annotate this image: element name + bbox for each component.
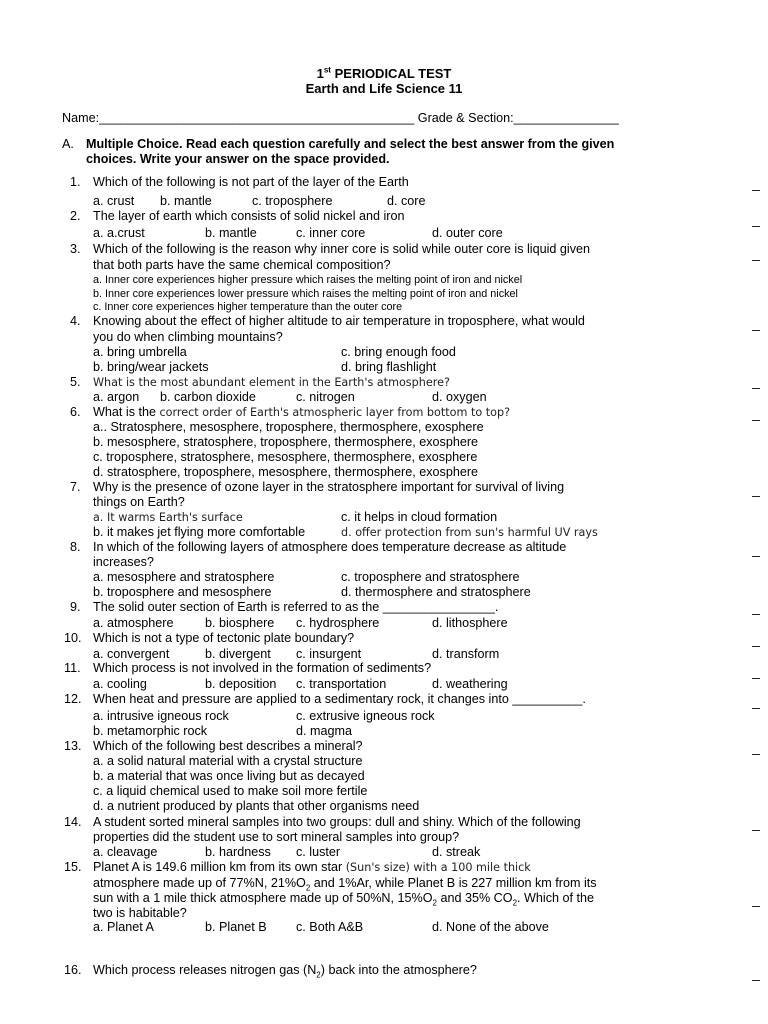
choice: a. cooling — [93, 677, 147, 691]
choice: c. Both A&B — [296, 920, 364, 934]
question-text: Planet A is 149.6 million km from its own star (Sun's size) with a 100 mile thick — [93, 860, 531, 874]
choice: d. core — [387, 194, 426, 208]
choice: a. Inner core experiences higher pressure which raises the melting point of iron and nickel — [93, 274, 523, 286]
question-text-cont: sun with a 1 mile thick atmosphere made up of 50%N, $15\%O_2$ and 35% $CO_2$. Which of the — [93, 891, 595, 908]
choice: d. stratosphere, troposphere, mesosphere, thermosphere, exosphere — [93, 465, 479, 479]
choice: d. transform — [432, 647, 500, 661]
question-text: Which of the following best describes a mineral? — [93, 739, 363, 753]
question-number: 11. — [64, 661, 81, 675]
choice: c. a liquid chemical used to make soil more fertile — [93, 784, 368, 798]
choice: c. insurgent — [296, 647, 362, 661]
answer-blank — [752, 260, 760, 261]
question-number: 7. — [70, 480, 81, 494]
choice: a. a solid natural material with a crystal structure — [93, 754, 363, 768]
question-number: 3. — [70, 242, 81, 256]
choice: b. deposition — [205, 677, 277, 691]
choice: b. divergent — [205, 647, 271, 661]
question-text: The solid outer section of Earth is referred to as the ________________. — [93, 600, 499, 614]
question-text-cont: increases? — [93, 555, 154, 569]
choice: a. a.crust — [93, 226, 145, 240]
question-text: Which of the following is not part of the layer of the Earth — [93, 175, 409, 189]
choice: a. argon — [93, 390, 140, 404]
choice: a. intrusive igneous rock — [93, 709, 229, 723]
question-number: 6. — [70, 405, 81, 419]
answer-blank — [752, 496, 760, 497]
choice: c. nitrogen — [296, 390, 355, 404]
choice: b. bring/wear jackets — [93, 360, 209, 374]
answer-blank — [752, 330, 760, 331]
question-text-cont: atmosphere made up of 77%N, $21\%O_2$ and 1%Ar, while Planet B is 227 million km from its — [93, 876, 597, 893]
choice: a. atmosphere — [93, 616, 174, 630]
choice: b. mantle — [160, 194, 212, 208]
answer-blank — [752, 754, 760, 755]
choice: c. luster — [296, 845, 341, 859]
choice: b. troposphere and mesosphere — [93, 585, 272, 599]
choice: b. hardness — [205, 845, 271, 859]
answer-blank — [752, 556, 760, 557]
choice: c. hydrosphere — [296, 616, 380, 630]
answer-blank — [752, 226, 760, 227]
question-text: When heat and pressure are applied to a sedimentary rock, it changes into __________. — [93, 692, 586, 706]
question-number: 10. — [64, 631, 82, 645]
question-text: A student sorted mineral samples into two groups: dull and shiny. Which of the following — [93, 815, 581, 829]
answer-blank — [752, 646, 760, 647]
choice: b. mesosphere, stratosphere, troposphere, thermosphere, exosphere — [93, 435, 479, 449]
test-title: 1st PERIODICAL TEST — [316, 65, 452, 81]
answer-blank — [752, 388, 760, 389]
choice: d. oxygen — [432, 390, 487, 404]
choice: d. thermosphere and stratosphere — [341, 585, 531, 599]
choice: d. magma — [296, 724, 352, 738]
choice: d. a nutrient produced by plants that other organisms need — [93, 799, 420, 813]
question-text: What is the correct order of Earth's atmospheric layer from bottom to top? — [93, 405, 511, 419]
question-text: Which process releases nitrogen gas $(N_2)$ back into the atmosphere? — [93, 963, 477, 980]
choice: c. bring enough food — [341, 345, 456, 359]
choice: d. weathering — [432, 677, 508, 691]
answer-blank — [752, 614, 760, 615]
question-text: Which of the following is the reason why inner core is solid while outer core is liquid given — [93, 242, 590, 256]
choice: c. troposphere and stratosphere — [341, 570, 520, 584]
choice: c. inner core — [296, 226, 366, 240]
choice: d. outer core — [432, 226, 503, 240]
question-text: Which process is not involved in the formation of sediments? — [93, 661, 432, 675]
question-number: 14. — [64, 815, 82, 829]
question-text-cont: you do when climbing mountains? — [93, 330, 283, 344]
question-text-cont: things on Earth? — [93, 495, 185, 509]
choice: c. it helps in cloud formation — [341, 510, 498, 524]
choice: d. lithosphere — [432, 616, 508, 630]
question-text-cont: that both parts have the same chemical composition? — [93, 258, 391, 272]
choice: b. carbon dioxide — [160, 390, 256, 404]
question-number: 16. — [64, 963, 82, 977]
answer-blank — [752, 420, 760, 421]
question-number: 13. — [64, 739, 82, 753]
question-number: 9. — [70, 600, 81, 614]
choice: b. Inner core experiences lower pressure which raises the melting point of iron and nickel — [93, 288, 518, 300]
choice: a. cleavage — [93, 845, 158, 859]
answer-blank — [752, 830, 760, 831]
choice: b. Planet B — [205, 920, 267, 934]
choice: a. bring umbrella — [93, 345, 187, 359]
question-text: Why is the presence of ozone layer in the stratosphere important for survival of living — [93, 480, 565, 494]
answer-blank — [752, 678, 760, 679]
choice: d. bring flashlight — [341, 360, 437, 374]
answer-blank — [752, 906, 760, 907]
subject-title: Earth and Life Science 11 — [305, 81, 463, 96]
choice: b. metamorphic rock — [93, 724, 208, 738]
section-instructions-1: Multiple Choice. Read each question carefully and select the best answer from the given — [86, 137, 615, 151]
choice: c. troposphere, stratosphere, mesosphere, thermosphere, exosphere — [93, 450, 478, 464]
question-text-cont: two is habitable? — [93, 906, 187, 920]
name-grade-section-line: Name:_____________________________________________ Grade & Section:_______________ — [62, 111, 619, 125]
choice: d. streak — [432, 845, 481, 859]
question-number: 15. — [64, 860, 82, 874]
answer-blank — [752, 708, 760, 709]
choice: a. Planet A — [93, 920, 154, 934]
choice: a. It warms Earth's surface — [93, 511, 243, 524]
choice: d. None of the above — [432, 920, 549, 934]
question-text: The layer of earth which consists of solid nickel and iron — [93, 209, 405, 223]
choice: a.. Stratosphere, mesosphere, troposphere, thermosphere, exosphere — [93, 420, 484, 434]
choice: a. mesosphere and stratosphere — [93, 570, 275, 584]
question-text: In which of the following layers of atmosphere does temperature decrease as altitude — [93, 540, 567, 554]
question-text: Which is not a type of tectonic plate boundary? — [93, 631, 355, 645]
question-text-cont: properties did the student use to sort mineral samples into group? — [93, 830, 460, 844]
choice: b. biosphere — [205, 616, 275, 630]
choice: b. a material that was once living but as decayed — [93, 769, 365, 783]
question-text: What is the most abundant element in the Earth's atmosphere? — [93, 376, 450, 389]
section-letter: A. — [62, 137, 74, 151]
answer-blank — [752, 980, 760, 981]
question-number: 2. — [70, 209, 81, 223]
choice: b. mantle — [205, 226, 257, 240]
question-text: Knowing about the effect of higher altitude to air temperature in troposphere, what would — [93, 314, 585, 328]
choice: d. offer protection from sun's harmful UV rays — [341, 526, 598, 539]
choice: a. crust — [93, 194, 135, 208]
question-number: 1. — [70, 175, 81, 189]
question-number: 5. — [70, 375, 81, 389]
choice: c. extrusive igneous rock — [296, 709, 435, 723]
answer-blank — [752, 190, 760, 191]
question-number: 8. — [70, 540, 81, 554]
choice: b. it makes jet flying more comfortable — [93, 525, 306, 539]
question-number: 4. — [70, 314, 81, 328]
question-number: 12. — [64, 692, 82, 706]
choice: c. troposphere — [252, 194, 333, 208]
choice: c. Inner core experiences higher temperature than the outer core — [93, 301, 403, 313]
choice: a. convergent — [93, 647, 170, 661]
choice: c. transportation — [296, 677, 387, 691]
section-instructions-2: choices. Write your answer on the space provided. — [86, 152, 390, 166]
